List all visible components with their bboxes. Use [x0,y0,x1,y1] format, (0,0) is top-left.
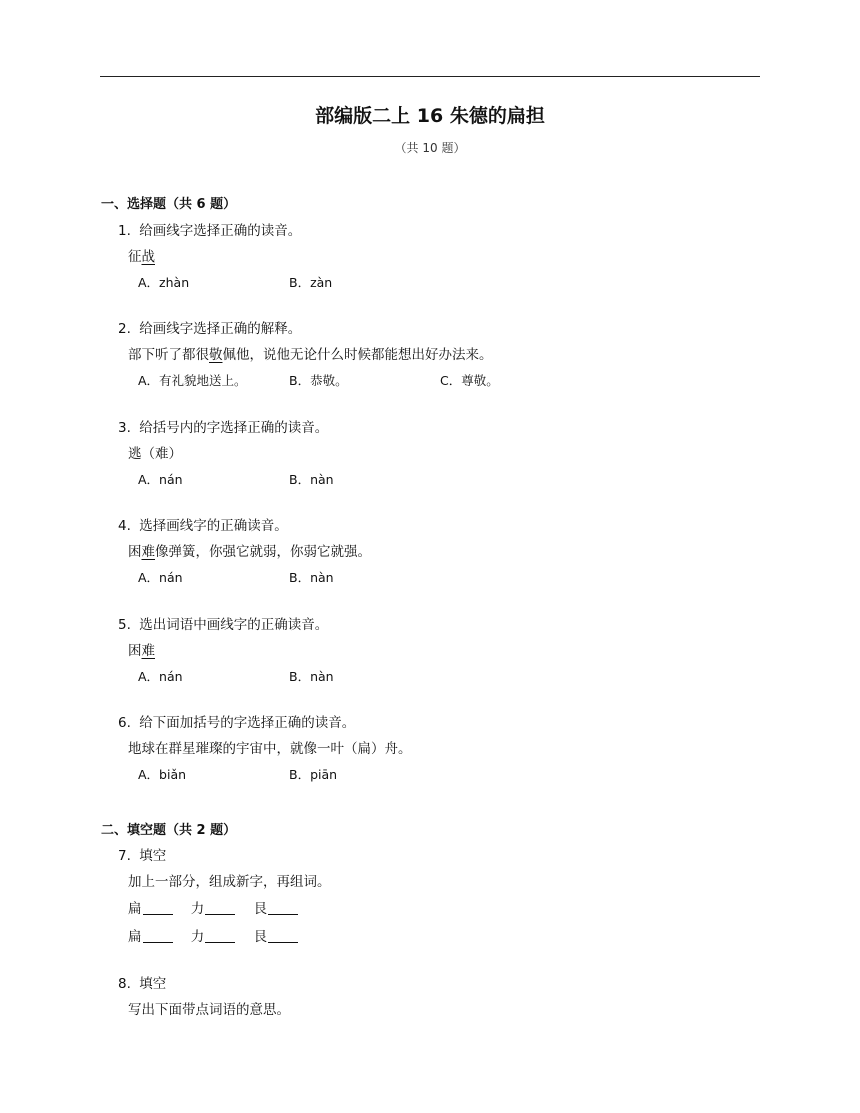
question-2 [118,319,758,393]
question-stem: 逃（难） [128,446,182,462]
question-prompt: 填空 [139,976,167,992]
answer-options [118,568,758,590]
option-b[interactable]: B．zàn [289,275,333,290]
answer-options [118,371,758,393]
answer-blank[interactable] [143,899,173,915]
question-prompt: 选择画线字的正确读音。 [139,518,288,534]
question-number: 8. [118,976,131,992]
question-instruction: 写出下面带点词语的意思。 [128,1002,290,1018]
underlined-char: 难 [141,643,155,659]
answer-options [118,273,758,295]
option-a[interactable]: A．nán [138,669,183,684]
option-a[interactable]: A．zhàn [138,275,190,290]
answer-options [118,765,758,787]
question-stem: 地球在群星璀璨的宇宙中，就像一叶（扁）舟。 [128,741,412,757]
question-5 [118,615,758,689]
question-1 [118,221,758,295]
question-prompt: 填空 [139,848,167,864]
question-prompt: 给下面加括号的字选择正确的读音。 [139,715,356,731]
option-a[interactable]: A．biǎn [138,767,187,782]
option-a[interactable]: A．nán [138,472,183,487]
underlined-char: 敬 [209,347,223,363]
question-number: 3. [118,420,131,436]
question-number: 5. [118,617,131,633]
question-stem: 征战 [128,249,155,265]
option-b[interactable]: B．piān [289,767,338,782]
option-a[interactable]: A．nán [138,570,183,585]
question-stem: 困难像弹簧，你强它就弱，你弱它就强。 [128,544,371,560]
fill-row: 扁 力 艮 [118,926,758,954]
option-a[interactable]: A．有礼貌地送上。 [138,373,247,388]
question-number: 4. [118,518,131,534]
section-heading-choice: 一、选择题（共 6 题） [101,197,237,212]
question-prompt: 给画线字选择正确的读音。 [139,223,302,239]
question-prompt: 给括号内的字选择正确的读音。 [139,420,329,436]
fill-row: 扁 力 艮 [118,898,758,926]
option-c[interactable]: C．尊敬。 [440,373,499,388]
question-3 [118,418,758,492]
question-number: 2. [118,321,131,337]
top-rule [100,76,760,77]
question-8 [118,974,758,1026]
underlined-char: 难 [141,544,155,560]
option-b[interactable]: B．nàn [289,472,334,487]
question-stem: 部下听了都很敬佩他，说他无论什么时候都能想出好办法来。 [128,347,493,363]
section-heading-fill: 二、填空题（共 2 题） [101,823,237,838]
page-title: 部编版二上 16 朱德的扁担 [315,105,545,127]
answer-blank[interactable] [205,927,235,943]
question-number: 7. [118,848,131,864]
answer-options [118,667,758,689]
question-prompt: 选出词语中画线字的正确读音。 [139,617,329,633]
question-prompt: 给画线字选择正确的解释。 [139,321,302,337]
answer-blank[interactable] [268,927,298,943]
underlined-char: 战 [141,249,155,265]
question-4 [118,516,758,590]
question-number: 6. [118,715,131,731]
answer-blank[interactable] [268,899,298,915]
option-b[interactable]: B．恭敬。 [289,373,348,388]
question-count: （共 10 题） [394,141,466,155]
question-stem: 困难 [128,643,155,659]
option-b[interactable]: B．nàn [289,570,334,585]
question-number: 1. [118,223,131,239]
answer-options [118,470,758,492]
answer-blank[interactable] [143,927,173,943]
question-7 [118,846,758,954]
option-b[interactable]: B．nàn [289,669,334,684]
answer-blank[interactable] [205,899,235,915]
question-instruction: 加上一部分，组成新字，再组词。 [128,874,331,890]
question-6 [118,713,758,787]
